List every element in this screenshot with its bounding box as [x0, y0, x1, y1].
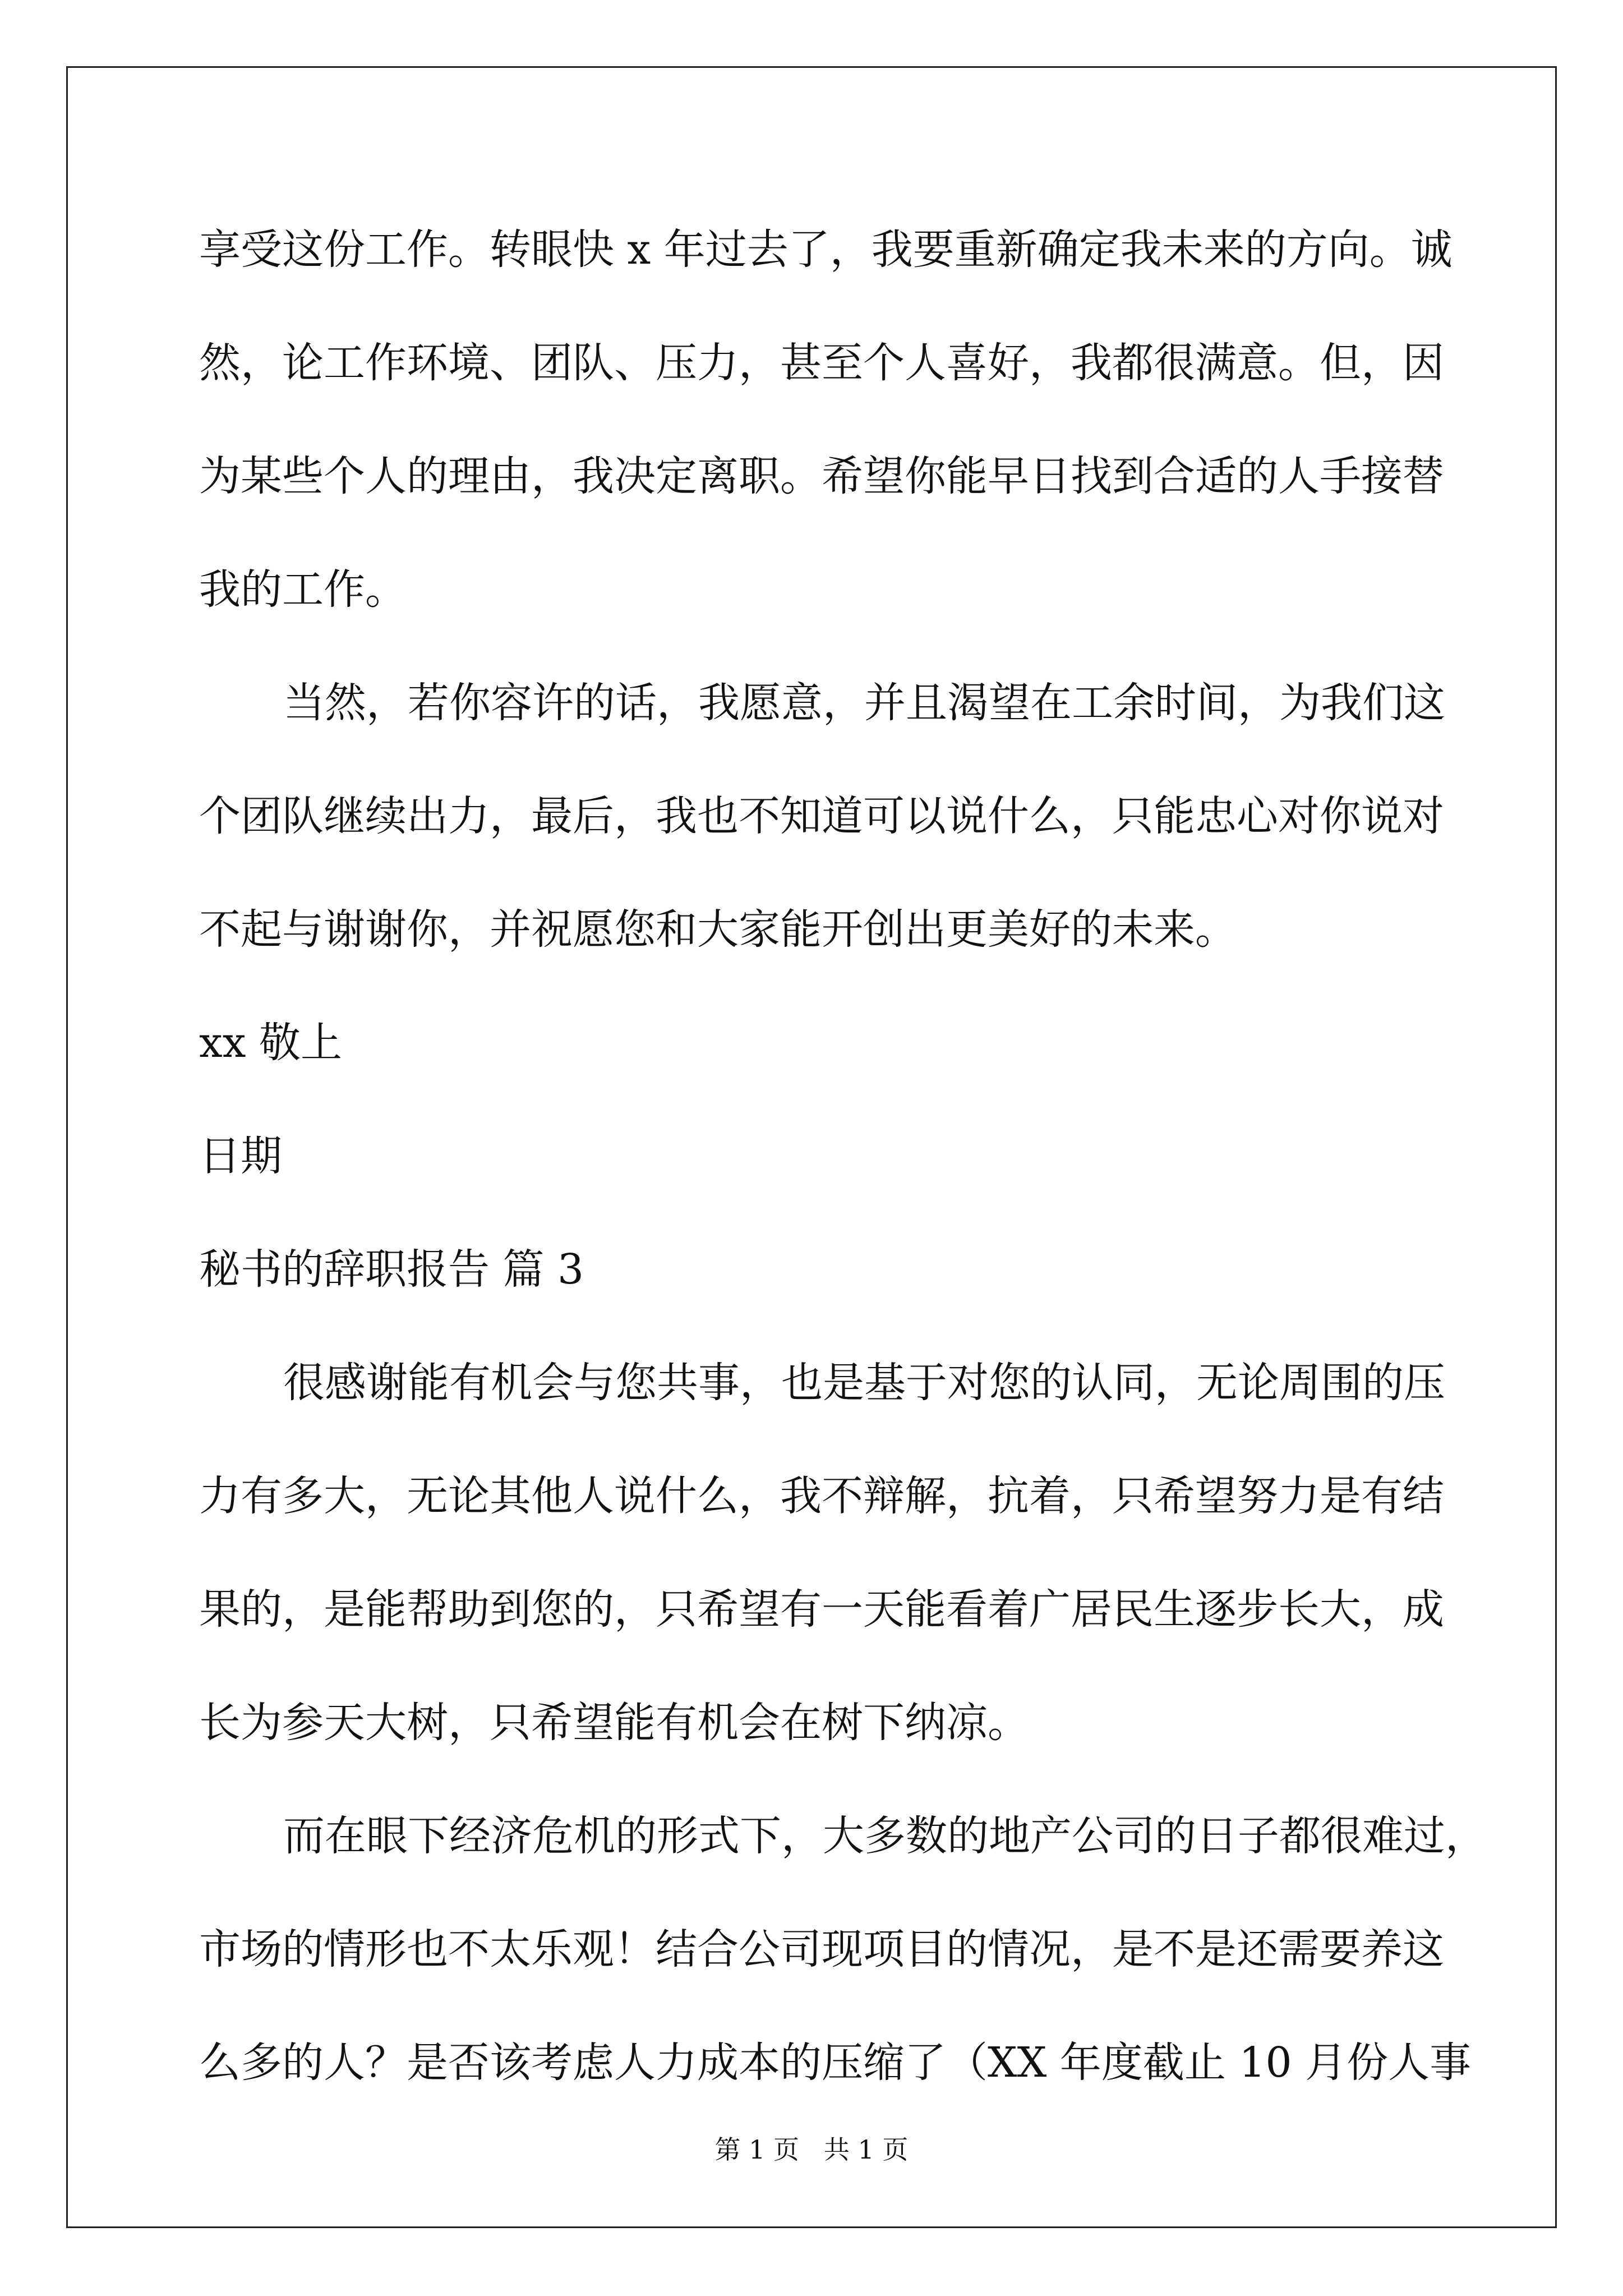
signature-line: xx 敬上 [199, 1019, 342, 1067]
paragraph-first-line: 当然，若你容许的话，我愿意，并且渴望在工余时间，为我们这 [283, 679, 1445, 727]
paragraph-first-line: 很感谢能有机会与您共事，也是基于对您的认同，无论周围的压 [283, 1359, 1445, 1407]
text-line: 么多的人？是否该考虑人力成本的压缩了（XX 年度截止 10 月份人事 [199, 2039, 1472, 2087]
section-heading: 秘书的辞职报告 篇 3 [199, 1245, 584, 1294]
document-body [199, 222, 1487, 2148]
paragraph-first-line: 而在眼下经济危机的形式下，大多数的地产公司的日子都很难过， [283, 1812, 1487, 1860]
text-line: 然，论工作环境、团队、压力，甚至个人喜好，我都很满意。但，因 [199, 339, 1444, 387]
text-line: 果的，是能帮助到您的，只希望有一天能看着广居民生逐步长大，成 [199, 1585, 1444, 1634]
text-line: 我的工作。 [199, 565, 407, 614]
text-line: 为某些个人的理由，我决定离职。希望你能早日找到合适的人手接替 [199, 452, 1444, 500]
text-line: 力有多大，无论其他人说什么，我不辩解，抗着，只希望努力是有结 [199, 1472, 1444, 1520]
text-line: 长为参天大树，只希望能有机会在树下纳凉。 [199, 1699, 1029, 1747]
date-line: 日期 [199, 1132, 282, 1180]
text-line: 享受这份工作。转眼快 x 年过去了，我要重新确定我未来的方向。诚 [199, 226, 1453, 274]
text-line: 个团队继续出力，最后，我也不知道可以说什么，只能忠心对你说对 [199, 792, 1444, 840]
text-line: 市场的情形也不太乐观！结合公司现项目的情况，是不是还需要养这 [199, 1925, 1444, 1973]
page-footer: 第 1 页 共 1 页 [714, 2134, 909, 2165]
text-line: 不起与谢谢你，并祝愿您和大家能开创出更美好的未来。 [199, 905, 1237, 954]
